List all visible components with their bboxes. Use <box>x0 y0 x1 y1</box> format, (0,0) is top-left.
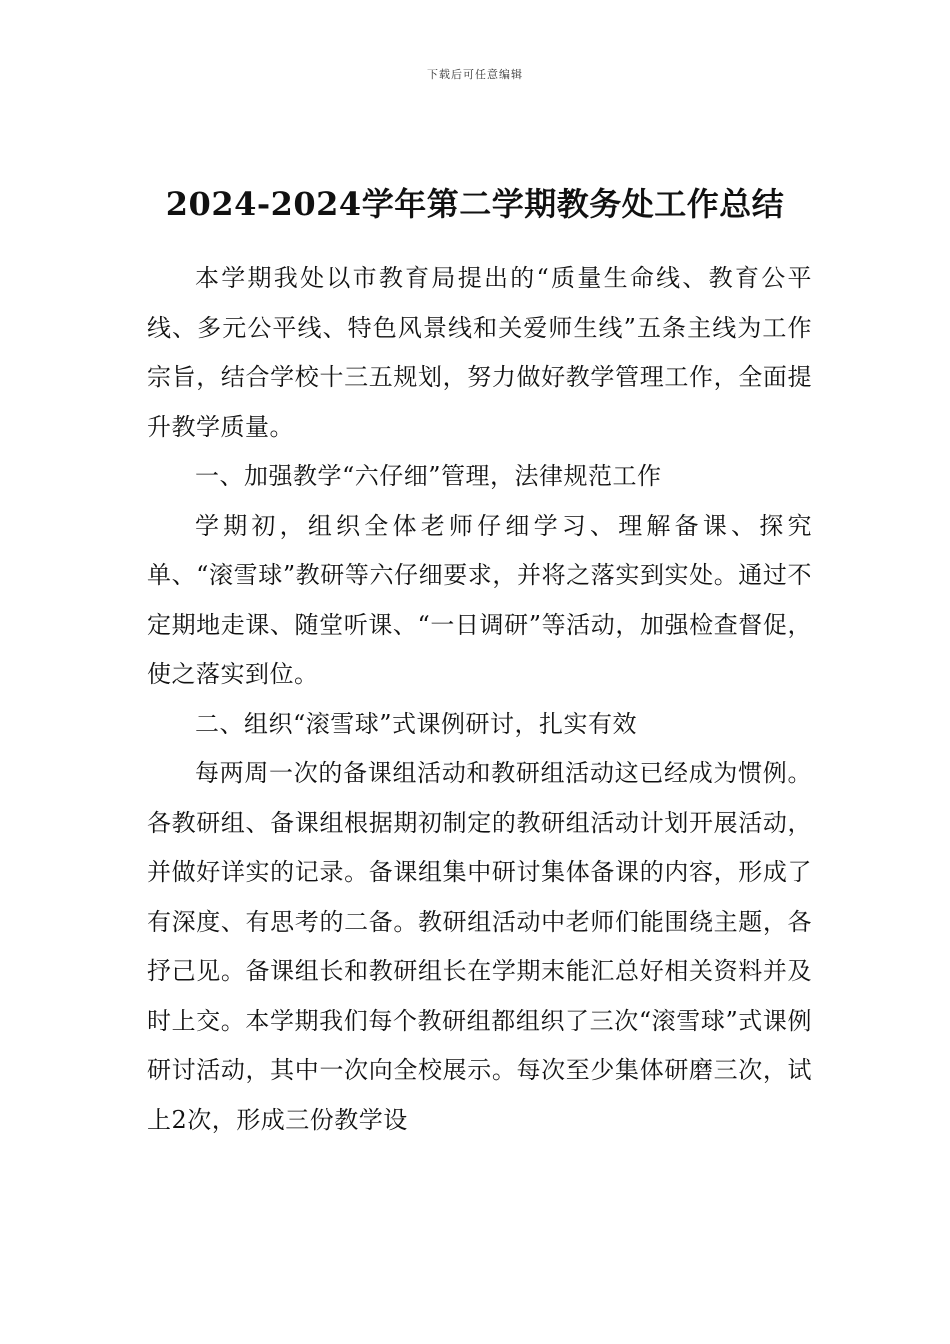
paragraph-intro: 本学期我处以市教育局提出的“质量生命线、教育公平线、多元公平线、特色风景线和关爱师生线”五条主线为工作宗旨，结合学校十三五规划，努力做好教学管理工作，全面提升教学质量。 <box>147 264 812 441</box>
document-body <box>147 254 812 1145</box>
paragraph-section-2: 每两周一次的备课组活动和教研组活动这已经成为惯例。各教研组、备课组根据期初制定的教研组活动计划开展活动，并做好详实的记录。备课组集中研讨集体备课的内容，形成了有深度、有思考的二备。教研组活动中老师们能围绕主题，各抒己见。备课组长和教研组长在学期末能汇总好相关资料并及时上交。本学期我们每个教研组都组织了三次“滚雪球”式课例研讨活动，其中一次向全校展示。每次至少集体研磨三次，试上2次，形成三份教学设 <box>147 759 812 1134</box>
paragraph-section-1: 学期初，组织全体老师仔细学习、理解备课、探究单、“滚雪球”教研等六仔细要求，并将之落实到实处。通过不定期地走课、随堂听课、“一日调研”等活动，加强检查督促，使之落实到位。 <box>147 511 812 688</box>
document-title: 2024-2024学年第二学期教务处工作总结 <box>165 185 785 223</box>
header-note: 下载后可任意编辑 <box>427 68 523 81</box>
section-heading-1: 一、加强教学“六仔细”管理，法律规范工作 <box>195 462 662 490</box>
section-heading-2: 二、组织“滚雪球”式课例研讨，扎实有效 <box>195 709 638 738</box>
